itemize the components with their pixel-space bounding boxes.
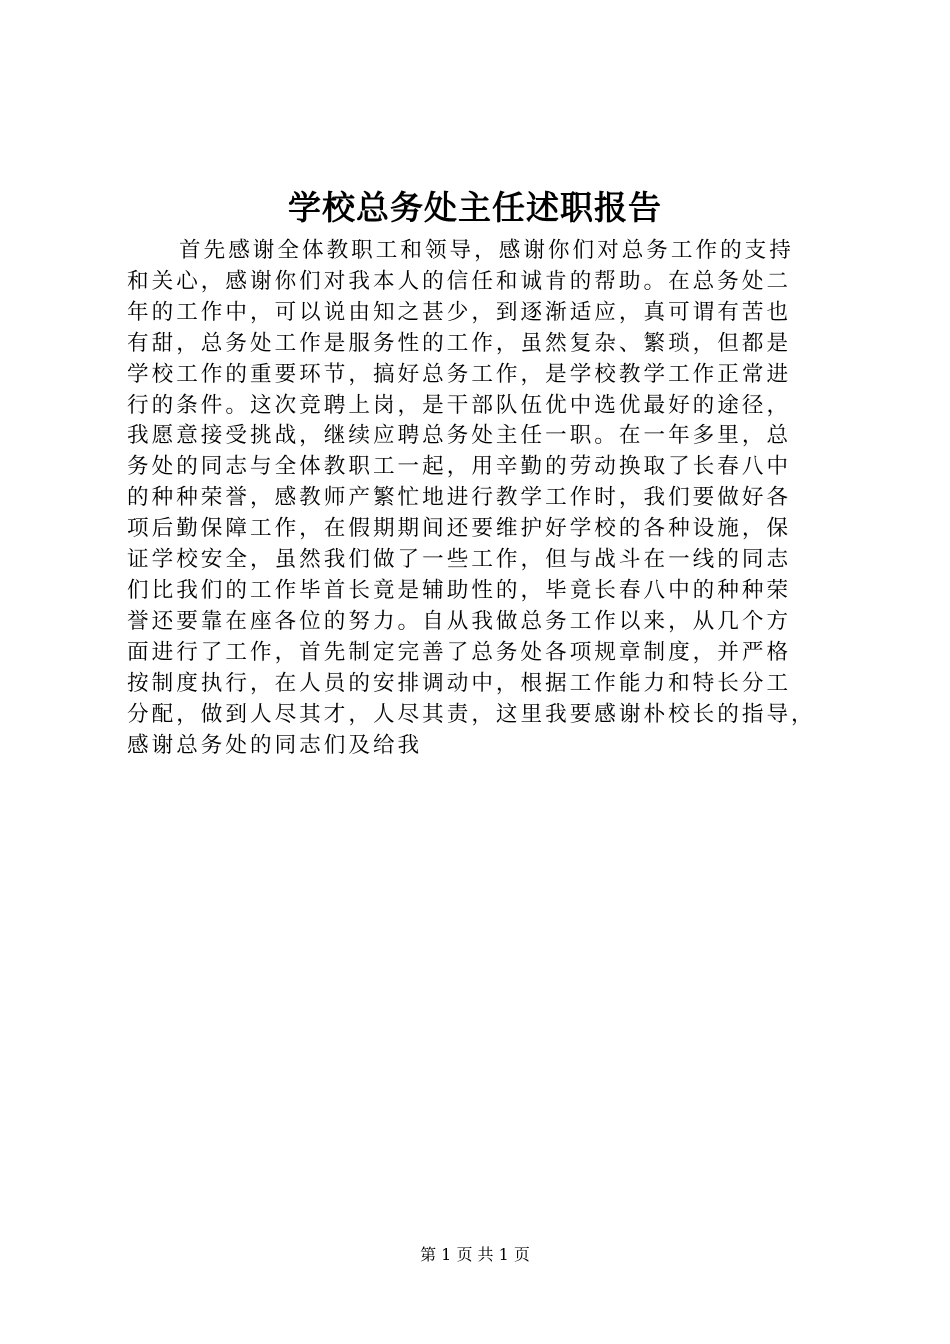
body-line: 我愿意接受挑战，继续应聘总务处主任一职。在一年多里，总	[127, 423, 792, 449]
body-line: 按制度执行，在人员的安排调动中，根据工作能力和特长分工	[127, 670, 792, 696]
body-line: 学校工作的重要环节，搞好总务工作，是学校教学工作正常进	[127, 361, 792, 387]
body-line: 们比我们的工作毕首长竟是辅助性的，毕竟长春八中的种种荣	[127, 577, 792, 603]
page-number-footer: 第 1 页 共 1 页	[420, 1245, 530, 1264]
body-line: 有甜，总务处工作是服务性的工作，虽然复杂、繁琐，但都是	[127, 330, 792, 356]
body-line: 誉还要靠在座各位的努力。自从我做总务工作以来，从几个方	[127, 608, 792, 634]
body-line: 证学校安全，虽然我们做了一些工作，但与战斗在一线的同志	[127, 547, 792, 573]
document-title: 学校总务处主任述职报告	[288, 188, 662, 227]
body-line: 分配，做到人尽其才，人尽其责，这里我要感谢朴校长的指导，	[127, 701, 816, 727]
body-line: 首先感谢全体教职工和领导，感谢你们对总务工作的支持	[179, 238, 794, 263]
body-line: 和关心，感谢你们对我本人的信任和诚肯的帮助。在总务处二	[127, 268, 792, 294]
body-line: 面进行了工作，首先制定完善了总务处各项规章制度，并严格	[127, 639, 792, 665]
body-line: 感谢总务处的同志们及给我	[127, 732, 423, 758]
body-line: 年的工作中，可以说由知之甚少，到逐渐适应，真可谓有苦也	[127, 299, 792, 325]
body-line: 项后勤保障工作，在假期期间还要维护好学校的各种设施，保	[127, 516, 792, 542]
body-line: 行的条件。这次竞聘上岗，是干部队伍优中选优最好的途径，	[127, 392, 792, 418]
document-body	[127, 236, 827, 761]
body-line: 务处的同志与全体教职工一起，用辛勤的劳动换取了长春八中	[127, 454, 792, 480]
body-line: 的种种荣誉，感教师产繁忙地进行教学工作时，我们要做好各	[127, 485, 792, 511]
